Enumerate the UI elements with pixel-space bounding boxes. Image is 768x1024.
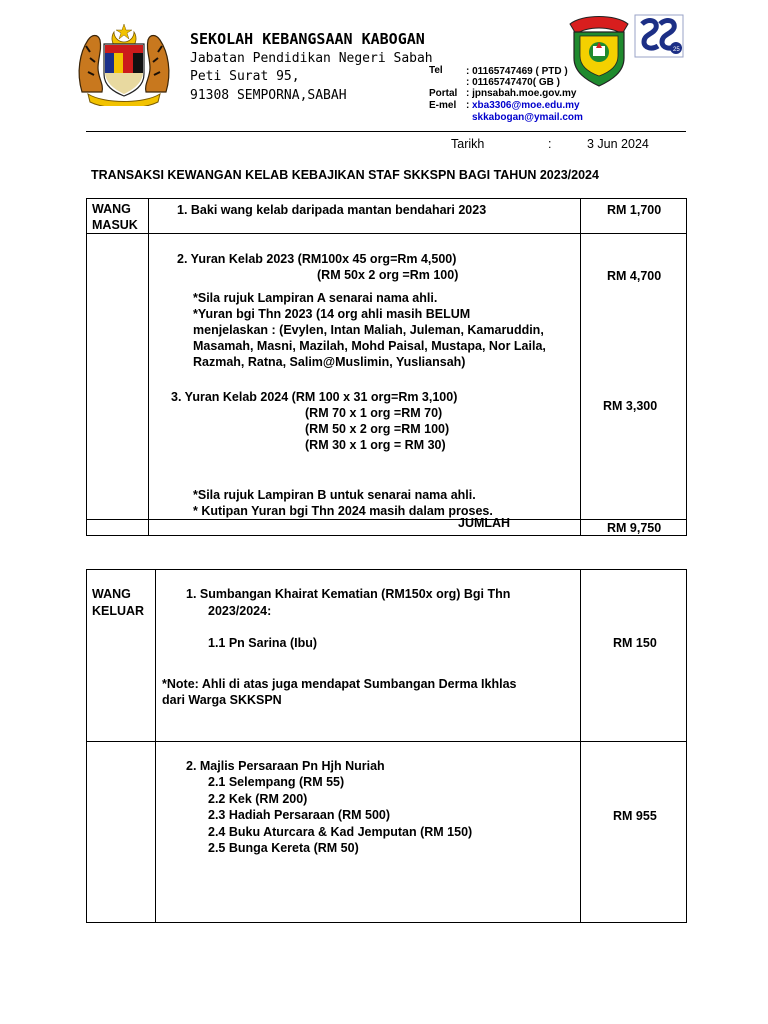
email-label: E-mel — [429, 100, 457, 111]
keluar-item-2-amount: RM 955 — [613, 809, 657, 823]
masuk-item-3-line-4: (RM 30 x 1 org = RM 30) — [305, 438, 446, 452]
keluar-item-2-3: 2.3 Hadiah Persaraan (RM 500) — [208, 808, 391, 822]
svg-text:25: 25 — [673, 47, 680, 53]
masuk-item-1: 1. Baki wang kelab daripada mantan bendahari 2023 — [177, 203, 487, 217]
table-row — [87, 520, 687, 536]
keluar-item-1-line-1: 1. Sumbangan Khairat Kematian (RM150x org) Bgi Thn — [186, 587, 511, 601]
masuk-item-3-line-3: (RM 50 x 2 org =RM 100) — [305, 422, 450, 436]
department-name: Jabatan Pendidikan Negeri Sabah — [190, 51, 433, 66]
email-separator: : — [466, 100, 470, 111]
keluar-item-2-2: 2.2 Kek (RM 200) — [208, 792, 308, 806]
keluar-note-line-1: *Note: Ahli di atas juga mendapat Sumbangan Derma Ikhlas — [162, 677, 517, 691]
date-label: Tarikh — [451, 137, 485, 151]
portal-value: : jpnsabah.moe.gov.my — [466, 88, 577, 99]
school-crest-logo — [566, 12, 632, 88]
po-box: Peti Surat 95, — [190, 69, 300, 84]
wang-masuk-table — [86, 198, 687, 536]
tel-number-1: : 01165747469 ( PTD ) — [466, 66, 568, 77]
table-row — [87, 234, 687, 520]
masuk-item-2-amount: RM 4,700 — [607, 269, 662, 283]
wang-masuk-label-2: MASUK — [92, 218, 138, 232]
school-name: SEKOLAH KEBANGSAAN KABOGAN — [190, 30, 425, 48]
wang-masuk-label-1: WANG — [92, 202, 131, 216]
masuk-item-3-line-2: (RM 70 x 1 org =RM 70) — [305, 406, 443, 420]
table-row — [87, 742, 687, 923]
tel-number-2: : 01165747470( GB ) — [466, 77, 560, 88]
portal-label: Portal — [429, 88, 458, 99]
wang-keluar-label-1: WANG — [92, 587, 131, 601]
email-address-1[interactable]: xba3306@moe.edu.my — [472, 100, 580, 111]
masuk-total-amount: RM 9,750 — [607, 521, 662, 535]
email-address-2[interactable]: skkabogan@ymail.com — [472, 112, 583, 123]
masuk-item-3-amount: RM 3,300 — [603, 399, 658, 413]
table-row — [87, 199, 687, 234]
masuk-note-a: *Sila rujuk Lampiran A senarai nama ahli. — [193, 291, 438, 305]
keluar-item-1-amount: RM 150 — [613, 636, 657, 650]
masuk-note-d: * Kutipan Yuran bgi Thn 2024 masih dalam proses. — [193, 504, 493, 518]
masuk-total-label: JUMLAH — [458, 516, 511, 530]
masuk-item-2-line-2: (RM 50x 2 org =Rm 100) — [317, 268, 459, 282]
keluar-item-2-title: 2. Majlis Persaraan Pn Hjh Nuriah — [186, 759, 385, 773]
wang-keluar-label-2: KELUAR — [92, 604, 145, 618]
masuk-note-b-1: *Yuran bgi Thn 2023 (14 org ahli masih BELUM — [193, 307, 471, 321]
keluar-item-1-line-2: 2023/2024: — [208, 604, 272, 618]
ministry-badge-logo — [634, 14, 684, 58]
masuk-note-c: *Sila rujuk Lampiran B untuk senarai nama ahli. — [193, 488, 476, 502]
masuk-item-3-line-1: 3. Yuran Kelab 2024 (RM 100 x 31 org=Rm 3,100) — [171, 390, 458, 404]
postcode-city: 91308 SEMPORNA,SABAH — [190, 88, 347, 103]
masuk-item-2-line-1: 2. Yuran Kelab 2023 (RM100x 45 org=Rm 4,500) — [177, 252, 457, 266]
letterhead-divider — [86, 131, 686, 132]
malaysia-coat-of-arms-logo — [74, 22, 174, 106]
keluar-item-2-4: 2.4 Buku Aturcara & Kad Jemputan (RM 150) — [208, 825, 473, 839]
wang-masuk-label-cell — [87, 199, 149, 234]
masuk-note-b-3: Masamah, Masni, Mazilah, Mohd Paisal, Mustapa, Nor Laila, — [193, 339, 546, 353]
keluar-item-2-5: 2.5 Bunga Kereta (RM 50) — [208, 841, 359, 855]
table-row — [87, 570, 687, 742]
wang-keluar-table — [86, 569, 687, 923]
date-separator: : — [548, 137, 552, 151]
keluar-item-1-1: 1.1 Pn Sarina (Ibu) — [208, 636, 318, 650]
masuk-item-1-amount: RM 1,700 — [607, 203, 662, 217]
tel-label: Tel — [429, 65, 443, 76]
masuk-note-b-2: menjelaskan : (Evylen, Intan Maliah, Juleman, Kamaruddin, — [193, 323, 544, 337]
keluar-item-2-1: 2.1 Selempang (RM 55) — [208, 775, 345, 789]
date-value: 3 Jun 2024 — [587, 137, 649, 151]
masuk-note-b-4: Razmah, Ratna, Salim@Muslimin, Yusliansah) — [193, 355, 466, 369]
document-title: TRANSAKSI KEWANGAN KELAB KEBAJIKAN STAF SKKSPN BAGI TAHUN 2023/2024 — [91, 168, 599, 182]
keluar-note-line-2: dari Warga SKKSPN — [162, 693, 282, 707]
